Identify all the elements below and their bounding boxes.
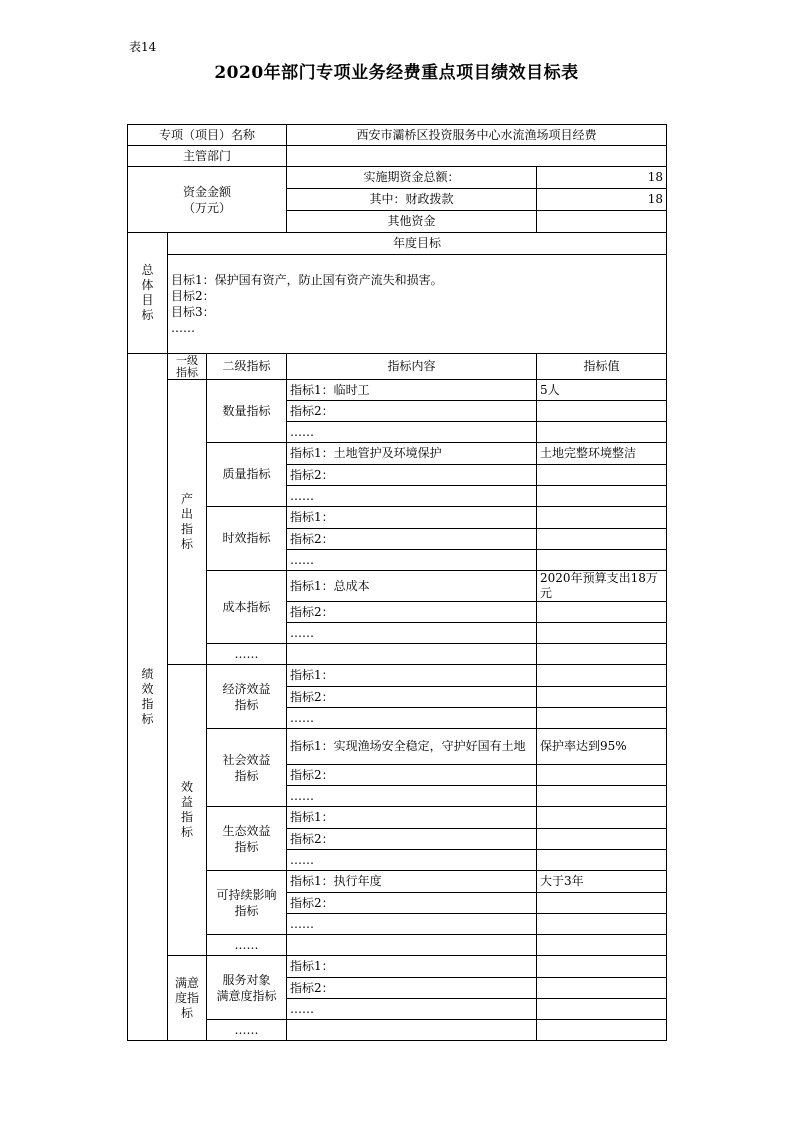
performance-goal-table — [127, 124, 667, 1041]
annual-goal-label: 年度目标 — [168, 233, 667, 255]
table-row — [128, 729, 667, 765]
level2-header: 二级指标 — [207, 354, 287, 380]
indicator-value — [537, 708, 667, 729]
indicator-value — [537, 422, 667, 443]
indicator-value — [537, 507, 667, 529]
output-indicator-label: 产 出 指 标 — [168, 380, 207, 665]
ecological-indicator-label: 生态效益 指标 — [207, 807, 287, 871]
indicator-value — [537, 644, 667, 665]
indicator-value — [537, 978, 667, 999]
content-header: 指标内容 — [287, 354, 537, 380]
indicator-value — [537, 765, 667, 786]
table-row — [128, 807, 667, 829]
table-row — [128, 935, 667, 956]
funds-other-value — [537, 211, 667, 233]
funds-fiscal-label: 其中：财政拨款 — [287, 189, 537, 211]
level1-header: 一级指标 — [168, 354, 207, 380]
funds-label: 资金金额 （万元） — [128, 167, 287, 233]
indicator-value — [537, 956, 667, 978]
indicator-content: 指标1： — [287, 956, 537, 978]
indicator-content: …… — [287, 999, 537, 1020]
project-name-value: 西安市灞桥区投资服务中心水流渔场项目经费 — [287, 125, 667, 146]
indicator-content: 指标2： — [287, 893, 537, 914]
indicator-content — [287, 935, 537, 956]
table-number: 表14 — [129, 40, 157, 54]
indicator-value — [537, 529, 667, 550]
project-name-label: 专项（项目）名称 — [128, 125, 287, 146]
indicator-content: …… — [287, 914, 537, 935]
indicator-value — [537, 850, 667, 871]
indicator-value — [537, 623, 667, 644]
indicator-content: …… — [287, 486, 537, 507]
indicator-content: 指标1：实现渔场安全稳定，守护好国有土地 — [287, 729, 537, 765]
indicator-value — [537, 786, 667, 807]
goal-3: 目标3： — [171, 305, 215, 319]
indicator-value — [537, 1020, 667, 1041]
indicator-content: 指标2： — [287, 687, 537, 708]
goal-more: …… — [171, 321, 195, 335]
indicator-content: 指标2： — [287, 765, 537, 786]
funds-total-label: 实施期资金总额： — [287, 167, 537, 189]
indicator-value — [537, 465, 667, 486]
performance-indicator-label: 绩 效 指 标 — [128, 354, 168, 1041]
indicator-value — [537, 665, 667, 687]
department-value — [287, 146, 667, 167]
indicator-content: …… — [287, 623, 537, 644]
document-title: 2020年部门专项业务经费重点项目绩效目标表 — [214, 63, 579, 83]
indicator-content: …… — [287, 850, 537, 871]
table-row — [128, 571, 667, 602]
indicator-value — [537, 829, 667, 850]
table-row — [128, 871, 667, 893]
indicator-value — [537, 486, 667, 507]
table-row — [128, 1020, 667, 1041]
indicator-value — [537, 893, 667, 914]
funds-total-row — [128, 167, 667, 189]
indicator-value — [537, 401, 667, 422]
funds-fiscal-value: 18 — [537, 189, 667, 211]
benefit-indicator-label: 效 益 指 标 — [168, 665, 207, 956]
table-row — [128, 380, 667, 401]
indicator-value: 2020年预算支出18万元 — [537, 571, 667, 602]
indicator-value: 土地完整环境整洁 — [537, 443, 667, 465]
indicator-content: 指标1： — [287, 507, 537, 529]
value-header: 指标值 — [537, 354, 667, 380]
indicator-content: 指标1： — [287, 665, 537, 687]
indicator-content: 指标2： — [287, 829, 537, 850]
project-name-row — [128, 125, 667, 146]
indicator-value: 5人 — [537, 380, 667, 401]
output-more-label: …… — [207, 644, 287, 665]
benefit-more-label: …… — [207, 935, 287, 956]
goal-1: 目标1：保护国有资产，防止国有资产流失和损害。 — [171, 273, 443, 287]
indicator-content: …… — [287, 422, 537, 443]
indicator-content — [287, 1020, 537, 1041]
funds-other-label: 其他资金 — [287, 211, 537, 233]
goal-2: 目标2： — [171, 289, 215, 303]
quality-indicator-label: 质量指标 — [207, 443, 287, 507]
indicator-value: 大于3年 — [537, 871, 667, 893]
indicator-value — [537, 687, 667, 708]
indicator-content: 指标1：土地管护及环境保护 — [287, 443, 537, 465]
indicator-value — [537, 999, 667, 1020]
indicator-content: 指标2： — [287, 401, 537, 422]
indicator-content: …… — [287, 786, 537, 807]
service-satisfaction-label: 服务对象 满意度指标 — [207, 956, 287, 1020]
indicator-content — [287, 644, 537, 665]
quantity-indicator-label: 数量指标 — [207, 380, 287, 443]
indicator-content: 指标2： — [287, 465, 537, 486]
indicator-content: 指标2： — [287, 602, 537, 623]
cost-indicator-label: 成本指标 — [207, 571, 287, 644]
table-row — [128, 443, 667, 465]
table-row — [128, 507, 667, 529]
economic-indicator-label: 经济效益 指标 — [207, 665, 287, 729]
satisfaction-indicator-label: 满意 度指 标 — [168, 956, 207, 1041]
annual-goal-content-row — [128, 255, 667, 354]
timeliness-indicator-label: 时效指标 — [207, 507, 287, 571]
indicator-value — [537, 914, 667, 935]
indicator-value: 保护率达到95% — [537, 729, 667, 765]
indicator-content: 指标2： — [287, 529, 537, 550]
table-row — [128, 644, 667, 665]
table-row — [128, 665, 667, 687]
annual-goal-content — [168, 255, 667, 354]
satisfaction-more-label: …… — [207, 1020, 287, 1041]
indicator-value — [537, 602, 667, 623]
indicator-value — [537, 807, 667, 829]
indicator-content: 指标2： — [287, 978, 537, 999]
department-row — [128, 146, 667, 167]
indicator-content: 指标1：执行年度 — [287, 871, 537, 893]
indicator-value — [537, 935, 667, 956]
sustainability-indicator-label: 可持续影响 指标 — [207, 871, 287, 935]
overall-goal-label: 总 体 目 标 — [128, 233, 168, 354]
funds-total-value: 18 — [537, 167, 667, 189]
department-label: 主管部门 — [128, 146, 287, 167]
indicator-content: 指标1：临时工 — [287, 380, 537, 401]
indicator-value — [537, 550, 667, 571]
indicator-header-row — [128, 354, 667, 380]
social-indicator-label: 社会效益 指标 — [207, 729, 287, 807]
annual-goal-header-row — [128, 233, 667, 255]
table-row — [128, 956, 667, 978]
indicator-content: …… — [287, 550, 537, 571]
indicator-content: …… — [287, 708, 537, 729]
indicator-content: 指标1：总成本 — [287, 571, 537, 602]
indicator-content: 指标1： — [287, 807, 537, 829]
